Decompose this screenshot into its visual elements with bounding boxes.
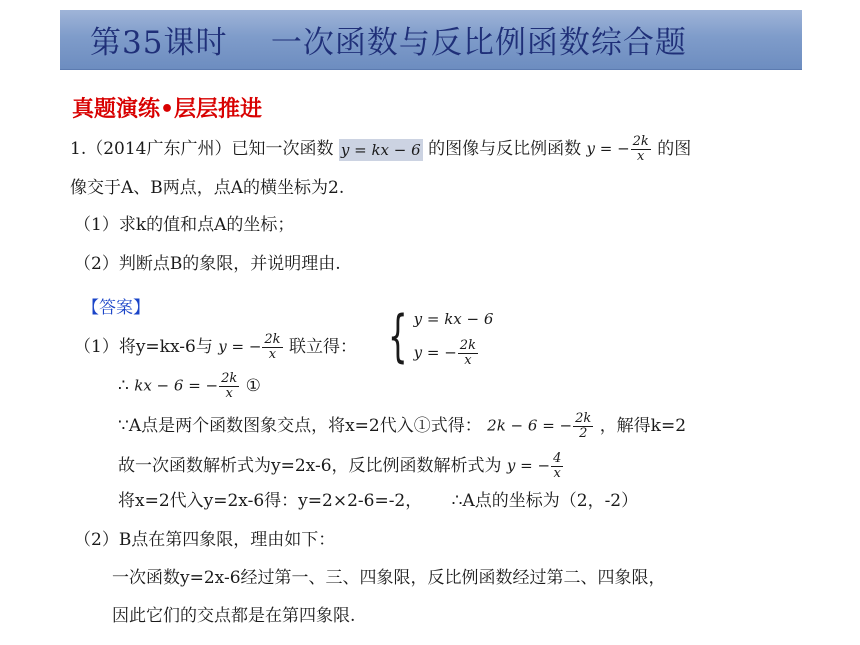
system-row-1: y = kx − 6	[413, 310, 494, 328]
reason-line-2: 因此它们的交点都是在第四象限.	[112, 606, 356, 626]
answer-step-1-suffix: 联立得：	[288, 337, 357, 357]
equation-1-line	[118, 372, 261, 401]
fraction-numerator: 2k	[632, 134, 649, 149]
fraction	[631, 135, 651, 164]
answer-step-2: （2）B点在第四象限，理由如下：	[74, 530, 336, 550]
problem-text-c: 的图	[657, 139, 692, 159]
question-1: （1）求k的值和点A的坐标；	[74, 215, 295, 235]
system-row-2	[414, 339, 494, 368]
answer-label: 【答案】	[82, 298, 150, 318]
fraction	[551, 452, 563, 481]
page-title: 第35课时 一次函数与反比例函数综合题	[90, 25, 687, 61]
fraction-numerator: 4	[553, 451, 562, 466]
because-result: ，解得k=2	[599, 416, 687, 436]
problem-line-1	[70, 135, 691, 164]
equation-1-marker: ①	[245, 376, 261, 396]
problem-text-a: 1.（2014广东广州）已知一次函数	[70, 139, 334, 159]
fraction-denominator: 2	[579, 426, 588, 441]
conclusion-line	[118, 452, 564, 481]
fraction-numerator: 2k	[264, 332, 281, 347]
fraction-denominator: x	[637, 149, 645, 164]
equation-1	[134, 372, 240, 401]
substitute-line	[118, 490, 638, 512]
left-brace: {	[388, 304, 408, 369]
title-banner	[60, 10, 802, 70]
fraction-denominator: x	[268, 347, 277, 362]
formula-lhs: 2k − 6 = −	[487, 416, 573, 435]
formula-lhs: y = −	[218, 337, 262, 356]
coordinate-result: ∴A点的坐标为（2，-2）	[451, 491, 639, 511]
fraction	[262, 333, 282, 362]
fraction-numerator: 2k	[575, 411, 592, 426]
question-2: （2）判断点B的象限，并说明理由.	[74, 254, 341, 274]
fraction	[573, 412, 593, 441]
fraction-denominator: x	[464, 353, 472, 368]
section-heading: 真题演练•层层推进	[72, 97, 263, 122]
system-rows	[414, 308, 494, 370]
inverse-function-formula	[586, 135, 651, 164]
answer-step-1	[74, 333, 357, 362]
because-line	[118, 412, 686, 441]
fraction	[219, 372, 239, 401]
formula-lhs: kx − 6 = −	[134, 376, 219, 395]
problem-text-b: 的图像与反比例函数	[428, 139, 582, 159]
fraction	[458, 339, 478, 368]
substitute-text: 将x=2代入y=2x-6得：y=2×2-6=-2，	[118, 491, 423, 511]
problem-line-2: 像交于A、B两点，点A的横坐标为2.	[70, 178, 345, 198]
conclusion-text: 故一次函数解析式为y=2x-6，反比例函数解析式为	[118, 456, 502, 476]
formula-lhs: y = −	[586, 139, 630, 158]
inverse-function-result	[507, 452, 564, 481]
fraction-denominator: x	[225, 386, 233, 401]
formula-lhs: y = −	[413, 343, 457, 362]
substitution-equation	[487, 412, 594, 441]
fraction-numerator: 2k	[221, 371, 238, 386]
therefore-symbol: ∴	[118, 376, 129, 396]
answer-step-1-prefix: （1）将y=kx-6与	[74, 337, 213, 357]
formula-lhs: y = −	[506, 456, 551, 475]
linear-function-formula: y = kx − 6	[340, 140, 421, 159]
equation-system	[388, 304, 494, 370]
fraction-denominator: x	[553, 466, 561, 481]
reason-line-1: 一次函数y=2x-6经过第一、三、四象限，反比例函数经过第二、四象限，	[112, 568, 666, 588]
fraction-numerator: 2k	[459, 338, 476, 353]
because-text: ∵A点是两个函数图象交点，将x=2代入①式得：	[118, 416, 482, 436]
answer-inverse-formula	[218, 333, 283, 362]
